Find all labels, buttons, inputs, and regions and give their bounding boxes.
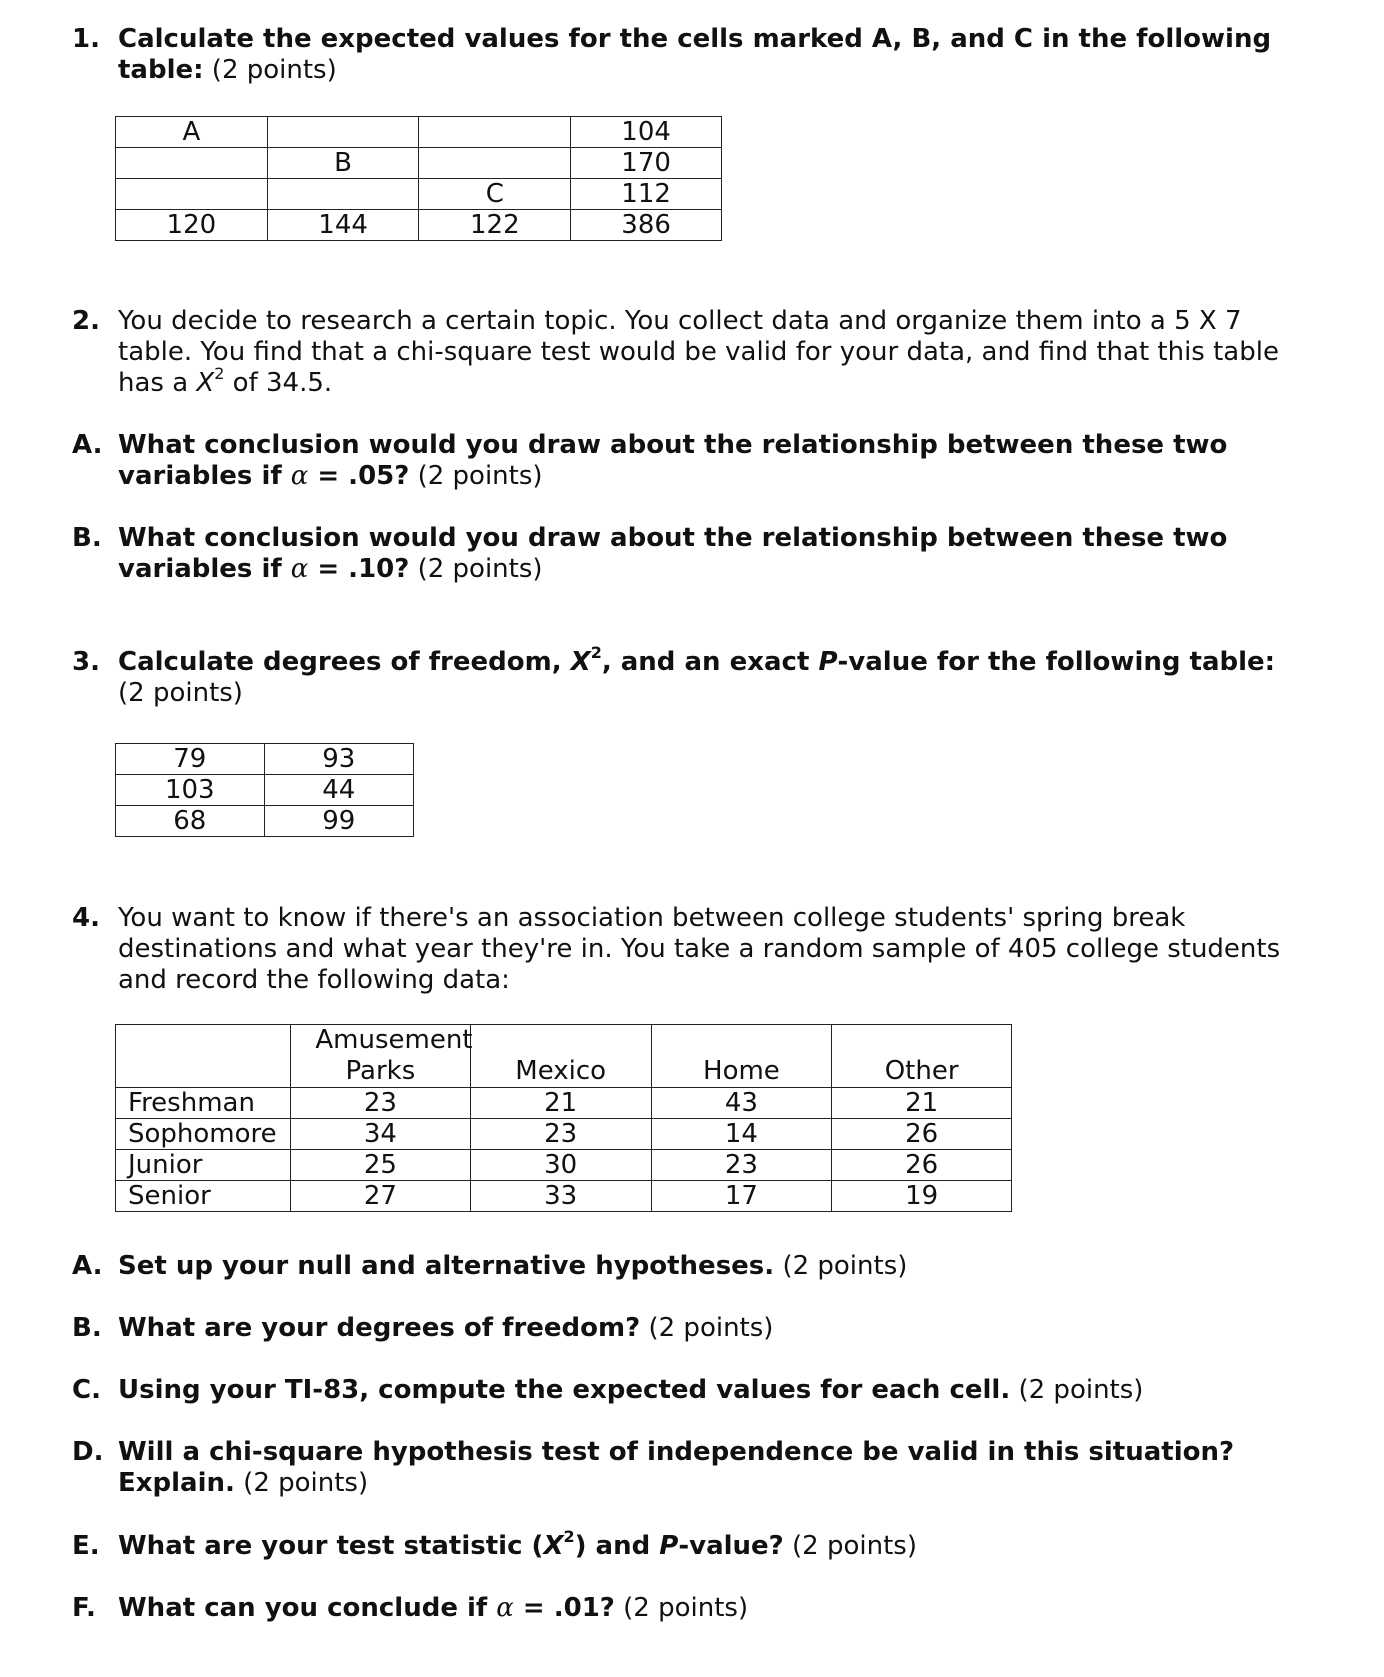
part-points: (2 points) [243,1468,369,1498]
table-row [116,806,414,837]
chi-square-symbol: X [570,647,591,677]
part-letter: E. [72,1531,100,1561]
part-letter: F. [72,1593,96,1623]
question-4-part-a [72,1251,1302,1282]
question-2-number: 2. [72,306,100,336]
question-1-number: 1. [72,24,100,54]
table-cell: 23 [470,1119,651,1150]
question-1-prompt: Calculate the expected values for the cells marked A, B, and C in the following table: [118,24,1272,85]
table-cell: 17 [651,1181,832,1212]
table-cell: 25 [290,1150,470,1181]
part-prompt-2: ) and [574,1531,660,1561]
table-row [116,1150,1012,1181]
table-cell: 26 [832,1150,1012,1181]
table-cell: 144 [267,210,419,241]
table-cell: 19 [832,1181,1012,1212]
part-letter: A. [72,430,103,460]
table-header-cell [290,1025,473,1088]
table-cell [267,117,419,148]
part-b-prompt: What conclusion would you draw about the relationship between these two variables if [118,523,1228,584]
table-cell: 34 [290,1119,470,1150]
alpha-symbol: α [496,1593,514,1623]
question-4-part-b [72,1313,1302,1344]
question-3-number: 3. [72,647,100,677]
alpha-symbol: α [290,554,309,584]
question-1 [72,24,1302,86]
part-a-points: (2 points) [417,461,543,491]
table-cell [419,117,571,148]
question-3-prompt-2: , and an exact [601,647,819,677]
part-points: (2 points) [648,1313,774,1343]
row-label: Sophomore [116,1119,291,1150]
header-amusement-parks: Amusement Parks [315,1025,473,1086]
part-points: (2 points) [1018,1375,1144,1405]
table-cell: 44 [264,775,413,806]
table-cell [419,148,571,179]
question-2-part-b [72,523,1302,585]
table-cell: 93 [264,744,413,775]
table-cell: 21 [832,1088,1012,1119]
question-3-points: (2 points) [118,678,243,708]
part-b-prompt-end: = .10? [308,554,410,584]
part-points: (2 points) [782,1251,908,1281]
superscript-2: 2 [563,1527,575,1547]
superscript-2: 2 [590,643,602,663]
part-b-points: (2 points) [417,554,543,584]
table-row [116,117,722,148]
table-cell: 21 [470,1088,651,1119]
table-cell: 30 [470,1150,651,1181]
table-row [116,1119,1012,1150]
table-row [116,744,414,775]
question-3-prompt-3: -value for the following table: [837,647,1276,677]
table-row [116,1181,1012,1212]
table-row [116,210,722,241]
question-2 [72,306,1302,399]
table-cell: 23 [290,1088,470,1119]
question-2-part-a [72,430,1302,492]
observed-values-table [115,743,414,837]
spring-break-table [115,1024,1012,1212]
question-4-number: 4. [72,903,100,933]
part-a-prompt: What conclusion would you draw about the relationship between these two variables if [118,430,1228,491]
part-points: (2 points) [792,1531,917,1561]
table-cell: 27 [290,1181,470,1212]
table-cell: 122 [419,210,571,241]
part-letter: B. [72,1313,102,1343]
question-1-points: (2 points) [211,55,337,85]
table-header-row [116,1025,1012,1088]
row-label: Senior [116,1181,291,1212]
table-cell [116,148,268,179]
part-letter: C. [72,1375,101,1405]
part-prompt: What can you conclude if [118,1593,497,1623]
part-letter: B. [72,523,102,553]
question-2-text: You decide to research a certain topic. You collect data and organize them into a 5 X 7 table. You find that a chi-square test would be valid for your data, and find that this table has a [118,306,1279,398]
question-2-text-end: of 34.5. [224,368,333,398]
table-cell [116,179,268,210]
row-label: Freshman [116,1088,291,1119]
question-3-prompt: Calculate degrees of freedom, [118,647,571,677]
question-4-text: You want to know if there's an association between college students' spring break destinations and what year they're in. You take a random sample of 405 college students and record the following data: [118,903,1281,995]
p-symbol: P [659,1531,679,1561]
question-4 [72,903,1302,996]
question-4-part-e [72,1527,1302,1562]
table-cell: 99 [264,806,413,837]
chi-square-symbol: X [543,1531,564,1561]
chi-square-symbol: X [196,368,215,398]
table-cell: 386 [571,210,722,241]
part-points: (2 points) [623,1593,749,1623]
table-cell: A [116,117,268,148]
part-letter: D. [72,1437,104,1467]
question-4-part-f [72,1593,1302,1624]
table-cell: 23 [651,1150,832,1181]
alpha-symbol: α [290,461,309,491]
part-prompt: Using your TI-83, compute the expected values for each cell. [118,1375,1011,1405]
table-row [116,148,722,179]
table-row [116,1088,1012,1119]
part-prompt: Set up your null and alternative hypotheses. [118,1251,775,1281]
superscript-2: 2 [214,364,225,384]
table-header-cell: Mexico [470,1025,651,1088]
question-4-part-c [72,1375,1302,1406]
table-cell: 103 [116,775,265,806]
table-header-cell [116,1025,291,1088]
table-cell: C [419,179,571,210]
table-cell: 170 [571,148,722,179]
part-prompt: What are your test statistic ( [118,1531,544,1561]
question-3 [72,643,1302,709]
table-header-cell: Other [832,1025,1012,1088]
part-prompt-3: -value? [678,1531,784,1561]
table-cell: 104 [571,117,722,148]
table-cell: 68 [116,806,265,837]
table-cell: 43 [651,1088,832,1119]
table-cell: 120 [116,210,268,241]
part-a-prompt-end: = .05? [308,461,410,491]
table-cell: 33 [470,1181,651,1212]
table-row [116,775,414,806]
table-cell: 26 [832,1119,1012,1150]
question-4-part-d [72,1437,1302,1499]
p-symbol: P [818,647,838,677]
row-label: Junior [116,1150,291,1181]
table-header-cell: Home [651,1025,832,1088]
table-cell: B [267,148,419,179]
part-prompt: What are your degrees of freedom? [118,1313,641,1343]
table-cell: 14 [651,1119,832,1150]
part-letter: A. [72,1251,103,1281]
part-prompt: Will a chi-square hypothesis test of independence be valid in this situation? Explain. [118,1437,1235,1498]
table-cell: 112 [571,179,722,210]
part-prompt-end: = .01? [513,1593,615,1623]
expected-values-table [115,116,722,241]
table-cell: 79 [116,744,265,775]
table-row [116,179,722,210]
table-cell [267,179,419,210]
